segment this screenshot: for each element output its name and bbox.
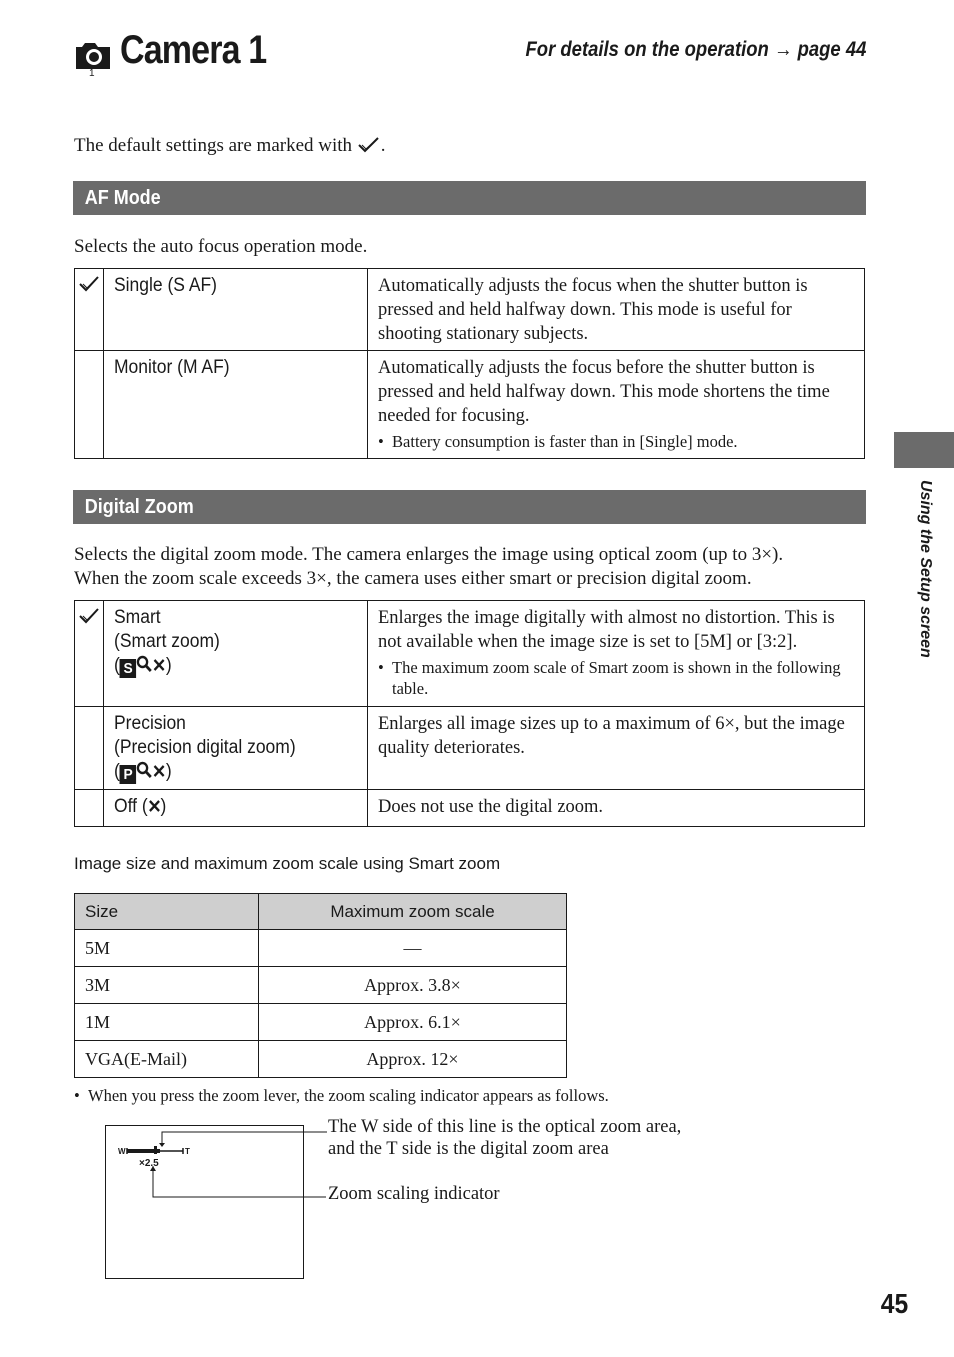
page-number: 45 xyxy=(880,1288,908,1319)
size-cell: 1M xyxy=(75,1004,259,1041)
default-check-cell xyxy=(75,351,104,459)
af-option-single xyxy=(75,269,865,351)
callout-line-1: The W side of this line is the optical zoom area, xyxy=(328,1117,682,1137)
zoom-bar-t-label: T xyxy=(185,1147,190,1156)
option-note: • The maximum zoom scale of Smart zoom is shown in the following table. xyxy=(378,658,841,698)
zoom-table-caption: Image size and maximum zoom scale using Smart zoom xyxy=(74,854,501,873)
zoom-cell: Approx. 12× xyxy=(259,1041,567,1078)
option-name-text: Single (S AF) xyxy=(114,275,217,296)
side-tab-marker xyxy=(894,432,954,468)
checkmark-icon xyxy=(357,136,381,154)
zoom-indicator-bullet: • When you press the zoom lever, the zoom scaling indicator appears as follows. xyxy=(74,1086,609,1105)
zoom-option-precision xyxy=(75,707,865,790)
off-option-label xyxy=(114,795,338,819)
side-tab-label: Using the Setup screen xyxy=(917,480,934,658)
column-header-max-zoom: Maximum zoom scale xyxy=(259,894,567,930)
callout-line-2: and the T side is the digital zoom area xyxy=(328,1139,609,1159)
option-name-text: Monitor (M AF) xyxy=(114,357,230,378)
zoom-bar-marker xyxy=(154,1146,157,1154)
option-name-line1: Precision xyxy=(114,713,186,734)
digital-zoom-description-2: When the zoom scale exceeds 3×, the camera uses either smart or precision digital zoom. xyxy=(74,568,752,589)
page-title: Camera 1 xyxy=(120,28,267,72)
option-description: Automatically adjusts the focus when the shutter button is pressed and held halfway down. This mode is useful for shooting stationary subjects. xyxy=(368,269,865,351)
zoom-cell: Approx. 6.1× xyxy=(259,1004,567,1041)
camera-icon xyxy=(74,38,114,72)
zoom-bar-w-label: W xyxy=(118,1147,126,1156)
option-name-line2: (Precision digital zoom) xyxy=(114,737,296,758)
zoom-indicator-diagram xyxy=(105,1120,335,1210)
option-name xyxy=(104,351,368,459)
option-name-line2: (Smart zoom) xyxy=(114,631,220,652)
table-row xyxy=(75,930,567,967)
digital-zoom-description xyxy=(74,543,874,591)
callout-optical-digital-area xyxy=(328,1116,681,1160)
digital-zoom-heading-bar xyxy=(73,490,866,524)
default-settings-text: The default settings are marked with xyxy=(74,135,353,156)
option-description xyxy=(368,351,865,459)
option-note-text: The maximum zoom scale of Smart zoom is shown in the following table. xyxy=(392,658,841,698)
default-settings-note xyxy=(74,134,386,158)
option-name xyxy=(104,601,368,707)
table-row xyxy=(75,1004,567,1041)
column-header-size: Size xyxy=(75,894,259,930)
zoom-scale-readout: ×2.5 xyxy=(139,1158,159,1169)
times-icon xyxy=(148,799,161,813)
digital-zoom-table xyxy=(74,600,865,827)
default-check-cell xyxy=(75,601,104,707)
option-name xyxy=(104,269,368,351)
camera-icon-subscript: 1 xyxy=(89,68,95,79)
size-cell: 5M xyxy=(75,930,259,967)
zoom-scale-table xyxy=(74,893,567,1078)
default-check-cell xyxy=(75,269,104,351)
option-description: Does not use the digital zoom. xyxy=(368,790,865,827)
option-description: Enlarges all image sizes up to a maximum of 6×, but the image quality deteriorates. xyxy=(368,707,865,790)
default-check-cell xyxy=(75,790,104,827)
zoom-option-smart xyxy=(75,601,865,707)
callout-zoom-scaling-indicator: Zoom scaling indicator xyxy=(328,1184,500,1204)
default-check-cell xyxy=(75,707,104,790)
page-reference: For details on the operation → page 44 xyxy=(525,38,866,61)
af-mode-table xyxy=(74,268,865,459)
table-header-row xyxy=(75,894,567,930)
af-option-monitor xyxy=(75,351,865,459)
off-label-suffix: ) xyxy=(160,796,167,817)
option-note-text: Battery consumption is faster than in [Single] mode. xyxy=(392,432,738,451)
zoom-cell: — xyxy=(259,930,567,967)
zoom-indicator-bullet-text: When you press the zoom lever, the zoom scaling indicator appears as follows. xyxy=(88,1086,609,1105)
option-description-text: Enlarges the image digitally with almost no distortion. This is not available when the image size is set to [5M] or [3:2]. xyxy=(378,608,835,652)
checkmark-icon xyxy=(78,275,100,293)
option-name xyxy=(104,790,368,827)
times-icon xyxy=(153,764,166,778)
option-name xyxy=(104,707,368,790)
size-cell: 3M xyxy=(75,967,259,1004)
times-icon xyxy=(153,658,166,672)
option-description xyxy=(368,601,865,707)
option-description-text: Automatically adjusts the focus before the shutter button is pressed and held halfway down. This mode shortens the time needed for focusing. xyxy=(378,358,830,426)
off-label-prefix: Off ( xyxy=(114,796,148,817)
checkmark-icon xyxy=(78,607,100,625)
precision-zoom-badge-icon: P xyxy=(120,765,137,784)
af-mode-description: Selects the auto focus operation mode. xyxy=(74,236,368,257)
table-row xyxy=(75,1041,567,1078)
smart-zoom-icon-group: ( S ) xyxy=(114,655,172,677)
af-mode-heading-bar xyxy=(73,181,866,215)
magnifier-icon xyxy=(136,761,153,779)
default-settings-period: . xyxy=(380,135,386,156)
zoom-cell: Approx. 3.8× xyxy=(259,967,567,1004)
option-name-line1: Smart xyxy=(114,607,161,628)
magnifier-icon xyxy=(136,655,153,673)
digital-zoom-description-1: Selects the digital zoom mode. The camera enlarges the image using optical zoom (up to 3×). xyxy=(74,544,784,565)
zoom-option-off xyxy=(75,790,865,827)
option-note: • Battery consumption is faster than in [Single] mode. xyxy=(378,432,738,451)
size-cell: VGA(E-Mail) xyxy=(75,1041,259,1078)
table-row xyxy=(75,967,567,1004)
digital-zoom-heading: Digital Zoom xyxy=(84,496,194,518)
smart-zoom-badge-icon: S xyxy=(120,659,137,678)
af-mode-heading: AF Mode xyxy=(84,187,161,209)
precision-zoom-icon-group: ( P ) xyxy=(114,761,172,783)
